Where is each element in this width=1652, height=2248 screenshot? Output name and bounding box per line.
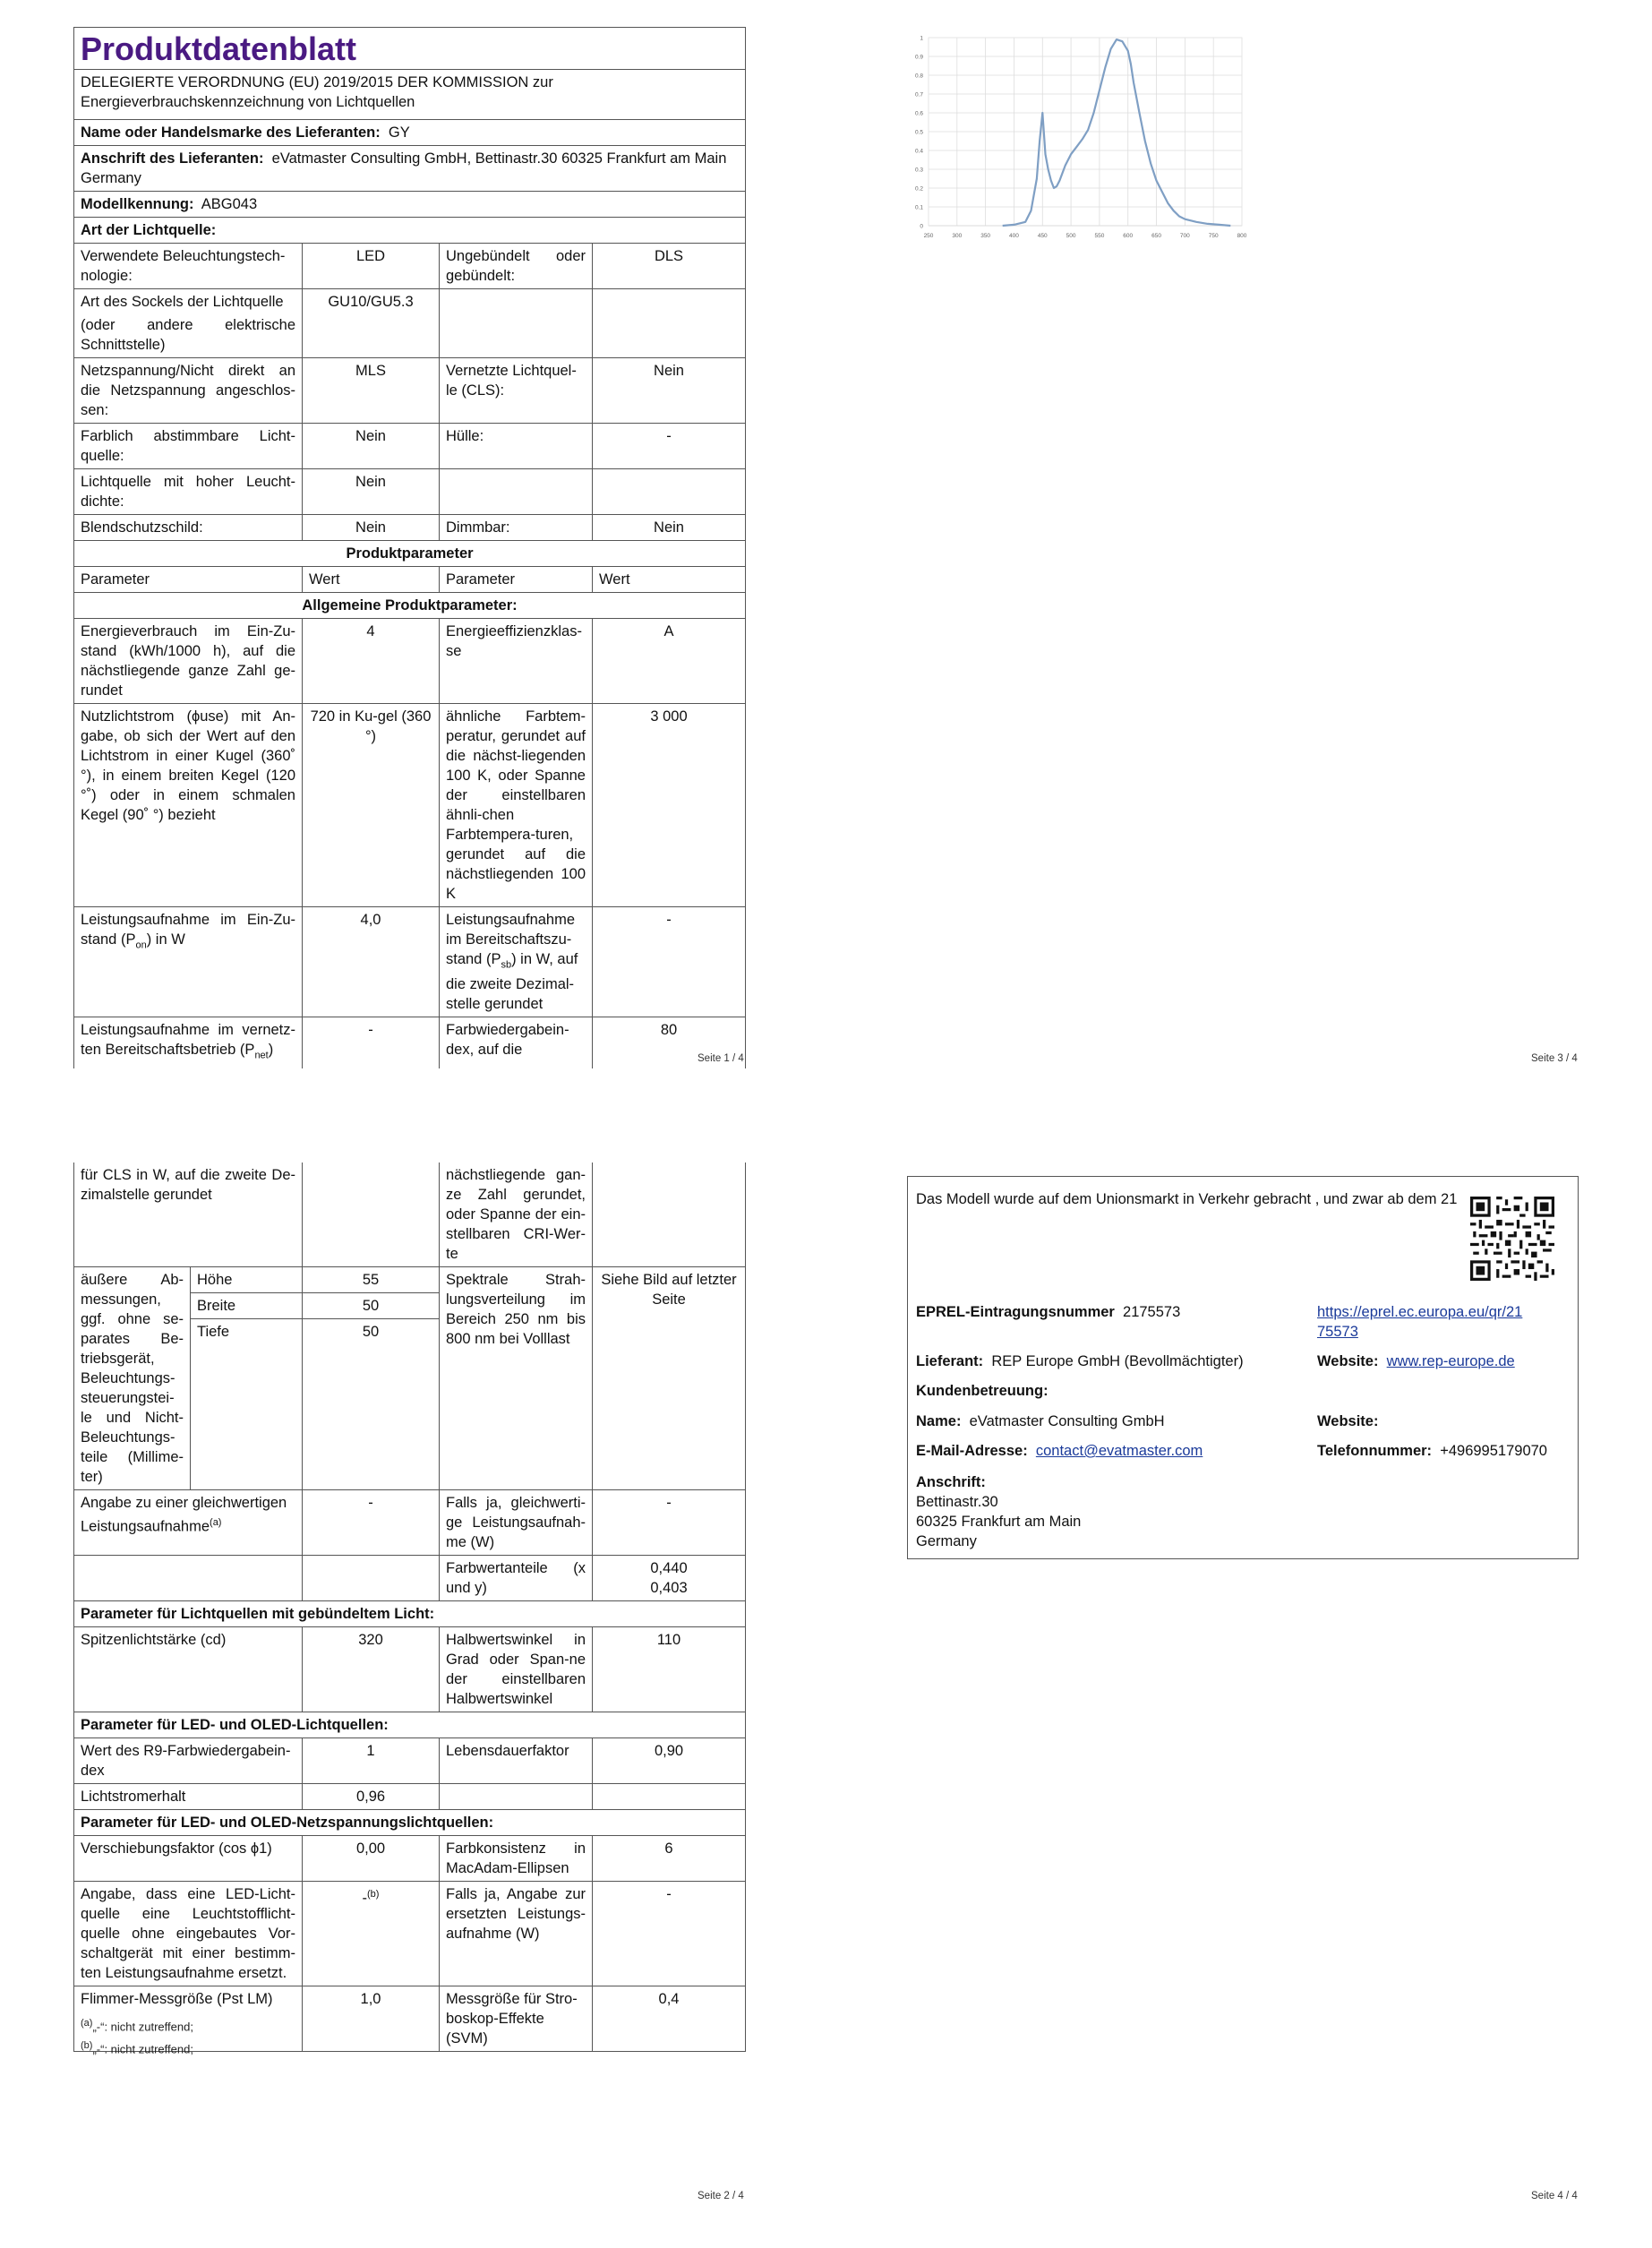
footnote-a-text: „-“: nicht zutreffend;	[92, 2020, 193, 2034]
param-value: LED	[303, 244, 440, 289]
y-tick-label: 0.8	[914, 73, 923, 80]
param-label: Wert des R9-Farbwiedergabein-dex	[74, 1738, 303, 1784]
param-label: Lichtquelle mit hoher Leucht-dichte:	[74, 469, 303, 515]
param-value: -	[593, 907, 746, 1017]
param-label: Spektrale Strah-lungsverteilung im Bereich 250 nm bis 800 nm bei Volllast	[440, 1267, 593, 1490]
param-label: Art des Sockels der Lichtquelle	[81, 294, 284, 310]
dim-name: Höhe	[191, 1267, 302, 1293]
param-value: -	[303, 1017, 440, 1068]
param-label: Lebensdauerfaktor	[440, 1738, 593, 1784]
param-label: Flimmer-Messgröße (Pst LM)	[74, 1986, 303, 2052]
mains-heading: Parameter für LED- und OLED-Netzspannungslichtquellen:	[74, 1810, 746, 1836]
param-label	[440, 469, 593, 515]
param-value: 4	[303, 619, 440, 704]
address-line: Bettinastr.30	[916, 1494, 998, 1510]
param-label: für CLS in W, auf die zweite De-zimalstelle gerundet	[74, 1163, 303, 1267]
param-value: GU10/GU5.3	[303, 289, 440, 358]
param-value: 0,00	[303, 1836, 440, 1882]
supplier-value: REP Europe GmbH (Bevollmächtigter)	[991, 1353, 1244, 1369]
datasheet-table-page1	[73, 27, 746, 1068]
x-tick-label: 250	[923, 233, 934, 239]
param-value: 1	[303, 1738, 440, 1784]
param-value: -	[593, 1882, 746, 1986]
y-tick-label: 0.1	[914, 204, 923, 211]
footnote-b-mark: (b)	[81, 2040, 93, 2051]
param-value: MLS	[303, 358, 440, 424]
page-number: Seite 1 / 4	[698, 1053, 744, 1064]
column-header: Parameter	[74, 567, 303, 593]
equiv-sup: (a)	[210, 1517, 222, 1528]
footnote-a	[81, 2018, 193, 2033]
dim-value: 55	[303, 1267, 439, 1293]
x-tick-label: 550	[1094, 233, 1105, 239]
param-label: Ungebündelt oder gebündelt:	[440, 244, 593, 289]
param-label: Lichtstromerhalt	[74, 1784, 303, 1810]
phone-value: +496995179070	[1440, 1443, 1547, 1459]
param-label: Vernetzte Lichtquel-le (CLS):	[440, 358, 593, 424]
eprel-value: 2175573	[1123, 1304, 1181, 1320]
regulation-text: DELEGIERTE VERORDNUNG (EU) 2019/2015 DER KOMMISSION zur Energieverbrauchskennzeichnung von Lichtquellen	[74, 70, 746, 120]
y-tick-label: 0	[920, 223, 923, 230]
param-value: Nein	[303, 469, 440, 515]
page-number: Seite 4 / 4	[1531, 2191, 1578, 2201]
email-label: E-Mail-Adresse:	[916, 1443, 1028, 1459]
param-value	[593, 289, 746, 358]
footnote-b	[81, 2040, 193, 2055]
eprel-link[interactable]: https://eprel.ec.europa.eu/qr/21 75573	[1317, 1304, 1523, 1340]
x-tick-label: 700	[1179, 233, 1190, 239]
page-title: Produktdatenblatt	[74, 28, 746, 70]
pon-sub: on	[135, 940, 147, 951]
param-label: nächstliegende gan-ze Zahl gerundet, oder Spanne der ein-stellbaren CRI-Wer-te	[440, 1163, 593, 1267]
param-label: Falls ja, gleichwerti-ge Leistungsaufnah-me (W)	[440, 1490, 593, 1556]
x-tick-label: 400	[1009, 233, 1019, 239]
address-value: eVatmaster Consulting GmbH, Bettinastr.30 60325 Frankfurt am Main Germany	[81, 150, 727, 186]
address-label: Anschrift:	[916, 1474, 986, 1490]
param-value: Siehe Bild auf letzter Seite	[593, 1267, 746, 1490]
param-value: Nein	[593, 515, 746, 541]
y-tick-label: 0.6	[914, 110, 923, 117]
footnote-a-mark: (a)	[81, 2018, 93, 2029]
param-value: 6	[593, 1836, 746, 1882]
name-label: Name:	[916, 1413, 962, 1429]
param-label	[74, 1017, 303, 1068]
supplier-value: GY	[388, 124, 410, 141]
product-params-heading: Produktparameter	[74, 541, 746, 567]
param-label	[440, 907, 593, 1017]
y-tick-label: 0.5	[914, 129, 923, 136]
y-tick-label: 0.7	[914, 91, 923, 99]
param-value: -	[593, 424, 746, 469]
param-value: A	[593, 619, 746, 704]
param-value: 4,0	[303, 907, 440, 1017]
eprel-info-box	[907, 1176, 1579, 1559]
param-label: Blendschutzschild:	[74, 515, 303, 541]
dim-name: Breite	[191, 1293, 302, 1319]
dim-value: 50	[303, 1293, 439, 1319]
pnet-sub: net	[254, 1050, 269, 1061]
column-header: Wert	[303, 567, 440, 593]
param-label: Energieverbrauch im Ein-Zu-stand (kWh/1000 h), auf die nächstliegende ganze Zahl ge-rundet	[74, 619, 303, 704]
param-value	[593, 469, 746, 515]
x-tick-label: 450	[1037, 233, 1048, 239]
param-value: -	[593, 1490, 746, 1556]
psb-label-a: Leistungsaufnahme im Bereitschaftszu-stand (P	[446, 912, 576, 967]
model-label: Modellkennung:	[81, 196, 194, 212]
replace-value: -	[362, 1890, 368, 1907]
footnote-b-text: „-“: nicht zutreffend;	[92, 2042, 193, 2056]
replace-sup: (b)	[367, 1889, 380, 1900]
y-tick-label: 0.4	[914, 148, 923, 155]
param-label: Dimmbar:	[440, 515, 593, 541]
param-label: Energieeffizienzklas-se	[440, 619, 593, 704]
param-label: Spitzenlichtstärke (cd)	[74, 1627, 303, 1712]
param-label: Farbwertanteile (x und y)	[440, 1556, 593, 1601]
param-value: Nein	[303, 424, 440, 469]
dimensions-label: äußere Ab-messungen, ggf. ohne se-parates Be-triebsgerät, Beleuchtungs-steuerungstei-le und Nicht-Beleuchtungs-teile (Millime-ter)	[74, 1267, 191, 1489]
supplier-label: Lieferant:	[916, 1353, 984, 1369]
page-number: Seite 3 / 4	[1531, 1053, 1578, 1064]
param-label	[74, 907, 303, 1017]
name-value: eVatmaster Consulting GmbH	[969, 1413, 1165, 1429]
param-value: 720 in Ku-gel (360 °)	[303, 704, 440, 907]
param-value: 80	[593, 1017, 746, 1068]
param-label: Farblich abstimmbare Licht-quelle:	[74, 424, 303, 469]
param-label: Hülle:	[440, 424, 593, 469]
param-label: Farbkonsistenz in MacAdam-Ellipsen	[440, 1836, 593, 1882]
param-value: 0,96	[303, 1784, 440, 1810]
chroma-y-value: 0,403	[650, 1580, 688, 1596]
address-line: Germany	[916, 1533, 977, 1549]
param-value: 3 000	[593, 704, 746, 907]
spectral-distribution-chart	[909, 27, 1258, 251]
x-tick-label: 800	[1237, 233, 1247, 239]
type-heading: Art der Lichtquelle:	[74, 218, 746, 244]
param-label: Verwendete Beleuchtungstech-nologie:	[74, 244, 303, 289]
datasheet-table-page2	[73, 1163, 746, 2052]
website-link[interactable]: www.rep-europe.de	[1386, 1353, 1515, 1369]
column-header: Parameter	[440, 567, 593, 593]
param-label: Angabe, dass eine LED-Licht-quelle eine Leuchtstofflicht-quelle ohne eingebautes Vor-schaltgerät mit einer bestimm-ten Leistungsaufnahme ersetzt.	[74, 1882, 303, 1986]
param-label-sub: (oder andere elektrische Schnittstelle)	[81, 317, 295, 353]
param-label: ähnliche Farbtem-peratur, gerundet auf die nächst-liegenden 100 K, oder Spanne der einstellbaren ähnli-chen Farbtempera-turen, gerundet auf die nächstliegenden 100 K	[440, 704, 593, 907]
address-label: Anschrift des Lieferanten:	[81, 150, 264, 167]
param-label	[440, 289, 593, 358]
y-tick-label: 1	[920, 35, 923, 42]
dim-value: 50	[362, 1324, 380, 1340]
param-label: Messgröße für Stro-boskop-Effekte (SVM)	[440, 1986, 593, 2052]
market-intro: Das Modell wurde auf dem Unionsmarkt in Verkehr gebracht , und zwar ab dem 21	[916, 1191, 1458, 1207]
y-tick-label: 0.3	[914, 167, 923, 174]
x-tick-label: 300	[952, 233, 963, 239]
param-label: Falls ja, Angabe zur ersetzten Leistungs-aufnahme (W)	[440, 1882, 593, 1986]
param-value: 110	[593, 1627, 746, 1712]
led-heading: Parameter für LED- und OLED-Lichtquellen:	[74, 1712, 746, 1738]
directional-heading: Parameter für Lichtquellen mit gebündeltem Licht:	[74, 1601, 746, 1627]
psb-label-b: ) in W, auf die zweite Dezimal-stelle gerundet	[446, 951, 578, 1013]
column-header: Wert	[593, 567, 746, 593]
eprel-label: EPREL-Eintragungsnummer	[916, 1304, 1115, 1320]
phone-label: Telefonnummer:	[1317, 1443, 1433, 1459]
param-value: -	[303, 1490, 440, 1556]
y-tick-label: 0.2	[914, 185, 923, 193]
x-tick-label: 750	[1208, 233, 1219, 239]
general-params-heading: Allgemeine Produktparameter:	[74, 593, 746, 619]
equiv-label: Angabe zu einer gleichwertigen Leistungsaufnahme	[81, 1495, 287, 1535]
param-value: 1,0	[303, 1986, 440, 2052]
email-link[interactable]: contact@evatmaster.com	[1035, 1443, 1203, 1459]
address-line: 60325 Frankfurt am Main	[916, 1514, 1082, 1530]
param-value: 320	[303, 1627, 440, 1712]
y-tick-label: 0.9	[914, 54, 923, 61]
website-label: Website:	[1317, 1353, 1379, 1369]
param-value: DLS	[593, 244, 746, 289]
x-tick-label: 500	[1066, 233, 1076, 239]
param-value	[303, 1882, 440, 1986]
page-number: Seite 2 / 4	[698, 2191, 744, 2201]
pon-label-b: ) in W	[146, 931, 185, 948]
supplier-label: Name oder Handelsmarke des Lieferanten:	[81, 124, 381, 141]
qr-code-icon[interactable]	[1470, 1197, 1554, 1281]
pon-label-a: Leistungsaufnahme im Ein-Zu-stand (P	[81, 912, 295, 948]
dim-name: Tiefe	[197, 1324, 230, 1340]
pnet-label-a: Leistungsaufnahme im vernetz-ten Bereitschaftsbetrieb (P	[81, 1022, 295, 1059]
param-label	[74, 1490, 303, 1556]
spectrum-line	[1003, 39, 1231, 226]
model-value: ABG043	[201, 196, 258, 212]
param-label: Netzspannung/Nicht direkt an die Netzspannung angeschlos-sen:	[74, 358, 303, 424]
psb-sub: sb	[501, 959, 512, 971]
x-tick-label: 350	[980, 233, 991, 239]
pnet-label-b: )	[268, 1042, 274, 1059]
website2-label: Website:	[1317, 1413, 1379, 1429]
param-value: Nein	[303, 515, 440, 541]
param-label: Nutzlichtstrom (ϕuse) mit An-gabe, ob sich der Wert auf den Lichtstrom in einer Kugel (360˚ °), in einem breiten Kegel (120 °˚) oder in einem schmalen Kegel (90˚ °) bezieht	[74, 704, 303, 907]
param-label: Farbwiedergabein-dex, auf die	[440, 1017, 593, 1068]
customer-service-label: Kundenbetreuung:	[916, 1383, 1049, 1399]
param-label: Halbwertswinkel in Grad oder Span-ne der einstellbaren Halbwertswinkel	[440, 1627, 593, 1712]
param-label: Verschiebungsfaktor (cos ϕ1)	[74, 1836, 303, 1882]
param-value: 0,90	[593, 1738, 746, 1784]
x-tick-label: 600	[1123, 233, 1134, 239]
param-value: 0,4	[593, 1986, 746, 2052]
chroma-x-value: 0,440	[650, 1560, 688, 1576]
param-value: Nein	[593, 358, 746, 424]
x-tick-label: 650	[1151, 233, 1161, 239]
